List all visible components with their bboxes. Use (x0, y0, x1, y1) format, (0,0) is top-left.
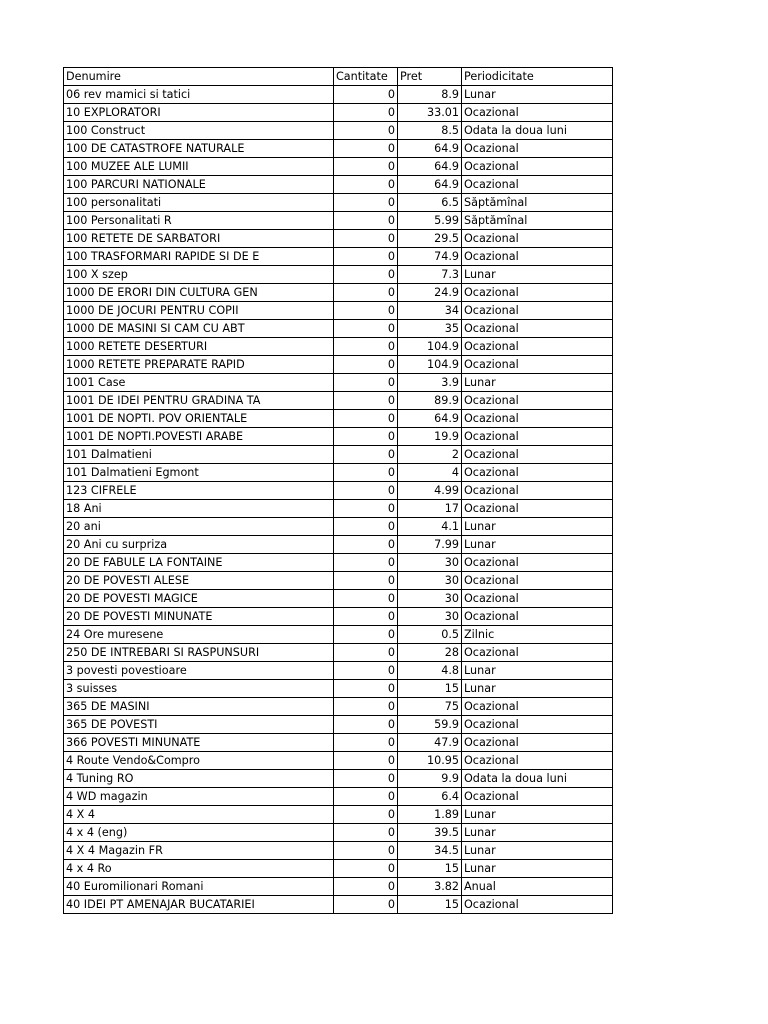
table-row (64, 716, 613, 734)
cell-periodicitate[interactable]: Ocazional (462, 608, 613, 626)
table-row (64, 176, 613, 194)
cell-cantitate[interactable]: 0 (334, 320, 398, 338)
table-row (64, 284, 613, 302)
cell-cantitate[interactable]: 0 (334, 248, 398, 266)
cell-periodicitate[interactable]: Ocazional (462, 428, 613, 446)
cell-denumire[interactable]: 1001 Case (64, 374, 334, 392)
cell-periodicitate[interactable]: Ocazional (462, 788, 613, 806)
cell-pret[interactable]: 64.9 (398, 410, 462, 428)
cell-periodicitate[interactable]: Lunar (462, 266, 613, 284)
cell-cantitate[interactable]: 0 (334, 806, 398, 824)
cell-periodicitate[interactable]: Lunar (462, 536, 613, 554)
cell-periodicitate[interactable]: Lunar (462, 680, 613, 698)
cell-pret[interactable]: 24.9 (398, 284, 462, 302)
header-cantitate[interactable]: Cantitate (334, 68, 398, 86)
cell-denumire[interactable]: 100 MUZEE ALE LUMII (64, 158, 334, 176)
cell-periodicitate[interactable]: Ocazional (462, 356, 613, 374)
cell-cantitate[interactable]: 0 (334, 770, 398, 788)
cell-pret[interactable]: 64.9 (398, 140, 462, 158)
cell-cantitate[interactable]: 0 (334, 824, 398, 842)
cell-periodicitate[interactable]: Ocazional (462, 734, 613, 752)
cell-pret[interactable]: 6.5 (398, 194, 462, 212)
table-row (64, 698, 613, 716)
cell-denumire[interactable]: 4 WD magazin (64, 788, 334, 806)
cell-denumire[interactable]: 100 PARCURI NATIONALE (64, 176, 334, 194)
cell-cantitate[interactable]: 0 (334, 230, 398, 248)
table-row (64, 374, 613, 392)
table-row (64, 320, 613, 338)
table-row (64, 392, 613, 410)
table-row (64, 572, 613, 590)
cell-cantitate[interactable]: 0 (334, 878, 398, 896)
cell-denumire[interactable]: 100 Personalitati R (64, 212, 334, 230)
cell-periodicitate[interactable]: Ocazional (462, 572, 613, 590)
table-row (64, 644, 613, 662)
cell-pret[interactable]: 17 (398, 500, 462, 518)
cell-pret[interactable]: 30 (398, 608, 462, 626)
table-row (64, 536, 613, 554)
cell-periodicitate[interactable]: Ocazional (462, 338, 613, 356)
table-row (64, 662, 613, 680)
cell-cantitate[interactable]: 0 (334, 788, 398, 806)
cell-denumire[interactable]: 365 DE MASINI (64, 698, 334, 716)
cell-pret[interactable]: 34 (398, 302, 462, 320)
cell-pret[interactable]: 28 (398, 644, 462, 662)
cell-pret[interactable]: 2 (398, 446, 462, 464)
table-row (64, 122, 613, 140)
cell-periodicitate[interactable]: Ocazional (462, 644, 613, 662)
cell-cantitate[interactable]: 0 (334, 842, 398, 860)
cell-periodicitate[interactable]: Lunar (462, 806, 613, 824)
table-row (64, 770, 613, 788)
cell-denumire[interactable]: 4 x 4 (eng) (64, 824, 334, 842)
cell-denumire[interactable]: 1001 DE IDEI PENTRU GRADINA TA (64, 392, 334, 410)
cell-pret[interactable]: 9.9 (398, 770, 462, 788)
cell-denumire[interactable]: 24 Ore muresene (64, 626, 334, 644)
cell-denumire[interactable]: 100 TRASFORMARI RAPIDE SI DE E (64, 248, 334, 266)
table-row (64, 626, 613, 644)
table-row (64, 158, 613, 176)
cell-periodicitate[interactable]: Lunar (462, 824, 613, 842)
cell-periodicitate[interactable]: Ocazional (462, 698, 613, 716)
table-row (64, 806, 613, 824)
cell-pret[interactable]: 19.9 (398, 428, 462, 446)
cell-denumire[interactable]: 20 DE POVESTI MINUNATE (64, 608, 334, 626)
cell-periodicitate[interactable]: Ocazional (462, 140, 613, 158)
cell-pret[interactable]: 30 (398, 590, 462, 608)
cell-denumire[interactable]: 101 Dalmatieni Egmont (64, 464, 334, 482)
cell-pret[interactable]: 4 (398, 464, 462, 482)
cell-denumire[interactable]: 100 DE CATASTROFE NATURALE (64, 140, 334, 158)
cell-pret[interactable]: 4.8 (398, 662, 462, 680)
table-row (64, 680, 613, 698)
cell-periodicitate[interactable]: Ocazional (462, 896, 613, 914)
cell-pret[interactable]: 6.4 (398, 788, 462, 806)
cell-denumire[interactable]: 123 CIFRELE (64, 482, 334, 500)
cell-periodicitate[interactable]: Lunar (462, 860, 613, 878)
cell-pret[interactable]: 34.5 (398, 842, 462, 860)
cell-cantitate[interactable]: 0 (334, 86, 398, 104)
cell-pret[interactable]: 59.9 (398, 716, 462, 734)
cell-denumire[interactable]: 1000 DE ERORI DIN CULTURA GEN (64, 284, 334, 302)
cell-cantitate[interactable]: 0 (334, 860, 398, 878)
cell-pret[interactable]: 8.5 (398, 122, 462, 140)
cell-pret[interactable]: 1.89 (398, 806, 462, 824)
cell-pret[interactable]: 15 (398, 680, 462, 698)
cell-cantitate[interactable]: 0 (334, 428, 398, 446)
cell-pret[interactable]: 29.5 (398, 230, 462, 248)
cell-cantitate[interactable]: 0 (334, 410, 398, 428)
table-row (64, 590, 613, 608)
cell-denumire[interactable]: 18 Ani (64, 500, 334, 518)
header-pret[interactable]: Pret (398, 68, 462, 86)
cell-denumire[interactable]: 101 Dalmatieni (64, 446, 334, 464)
cell-pret[interactable]: 7.99 (398, 536, 462, 554)
cell-periodicitate[interactable]: Lunar (462, 374, 613, 392)
cell-cantitate[interactable]: 0 (334, 194, 398, 212)
table-body (64, 68, 613, 914)
cell-periodicitate[interactable]: Ocazional (462, 302, 613, 320)
cell-cantitate[interactable]: 0 (334, 554, 398, 572)
cell-pret[interactable]: 7.3 (398, 266, 462, 284)
table-row (64, 338, 613, 356)
cell-pret[interactable]: 64.9 (398, 176, 462, 194)
cell-periodicitate[interactable]: Zilnic (462, 626, 613, 644)
table-row (64, 302, 613, 320)
cell-denumire[interactable]: 4 X 4 Magazin FR (64, 842, 334, 860)
cell-denumire[interactable]: 4 x 4 Ro (64, 860, 334, 878)
cell-denumire[interactable]: 20 DE FABULE LA FONTAINE (64, 554, 334, 572)
cell-periodicitate[interactable]: Lunar (462, 518, 613, 536)
table-row (64, 248, 613, 266)
cell-periodicitate[interactable]: Ocazional (462, 392, 613, 410)
table-row (64, 734, 613, 752)
cell-pret[interactable]: 8.9 (398, 86, 462, 104)
cell-periodicitate[interactable]: Ocazional (462, 590, 613, 608)
cell-denumire[interactable]: 100 RETETE DE SARBATORI (64, 230, 334, 248)
cell-pret[interactable]: 30 (398, 554, 462, 572)
cell-pret[interactable]: 10.95 (398, 752, 462, 770)
cell-periodicitate[interactable]: Ocazional (462, 554, 613, 572)
cell-cantitate[interactable]: 0 (334, 698, 398, 716)
cell-cantitate[interactable]: 0 (334, 590, 398, 608)
cell-cantitate[interactable]: 0 (334, 266, 398, 284)
cell-denumire[interactable]: 250 DE INTREBARI SI RASPUNSURI (64, 644, 334, 662)
cell-denumire[interactable]: 1000 RETETE PREPARATE RAPID (64, 356, 334, 374)
table-row (64, 788, 613, 806)
cell-cantitate[interactable]: 0 (334, 464, 398, 482)
cell-denumire[interactable]: 4 Route Vendo&Compro (64, 752, 334, 770)
cell-pret[interactable]: 0.5 (398, 626, 462, 644)
table-row (64, 194, 613, 212)
table-row (64, 104, 613, 122)
table-row (64, 266, 613, 284)
cell-periodicitate[interactable]: Ocazional (462, 482, 613, 500)
cell-denumire[interactable]: 4 Tuning RO (64, 770, 334, 788)
cell-cantitate[interactable]: 0 (334, 716, 398, 734)
table-row (64, 86, 613, 104)
cell-periodicitate[interactable]: Ocazional (462, 248, 613, 266)
table-row (64, 842, 613, 860)
cell-periodicitate[interactable]: Ocazional (462, 752, 613, 770)
cell-periodicitate[interactable]: Ocazional (462, 176, 613, 194)
cell-cantitate[interactable]: 0 (334, 104, 398, 122)
cell-cantitate[interactable]: 0 (334, 140, 398, 158)
cell-pret[interactable]: 3.9 (398, 374, 462, 392)
cell-pret[interactable]: 3.82 (398, 878, 462, 896)
cell-denumire[interactable]: 4 X 4 (64, 806, 334, 824)
table-row (64, 554, 613, 572)
cell-pret[interactable]: 104.9 (398, 356, 462, 374)
cell-denumire[interactable]: 100 Construct (64, 122, 334, 140)
cell-denumire[interactable]: 20 DE POVESTI MAGICE (64, 590, 334, 608)
cell-periodicitate[interactable]: Ocazional (462, 716, 613, 734)
table-row (64, 860, 613, 878)
cell-periodicitate[interactable]: Lunar (462, 86, 613, 104)
cell-periodicitate[interactable]: Lunar (462, 842, 613, 860)
cell-cantitate[interactable]: 0 (334, 896, 398, 914)
table-row (64, 410, 613, 428)
table-row (64, 230, 613, 248)
header-row (64, 68, 613, 86)
cell-denumire[interactable]: 40 IDEI PT AMENAJAR BUCATARIEI (64, 896, 334, 914)
cell-pret[interactable]: 5.99 (398, 212, 462, 230)
table-row (64, 464, 613, 482)
cell-pret[interactable]: 64.9 (398, 158, 462, 176)
cell-cantitate[interactable]: 0 (334, 608, 398, 626)
cell-denumire[interactable]: 1000 DE MASINI SI CAM CU ABT (64, 320, 334, 338)
table-row (64, 878, 613, 896)
cell-pret[interactable]: 104.9 (398, 338, 462, 356)
cell-cantitate[interactable]: 0 (334, 572, 398, 590)
cell-cantitate[interactable]: 0 (334, 302, 398, 320)
table-row (64, 140, 613, 158)
cell-cantitate[interactable]: 0 (334, 212, 398, 230)
cell-periodicitate[interactable]: Săptămînal (462, 212, 613, 230)
cell-pret[interactable]: 74.9 (398, 248, 462, 266)
cell-pret[interactable]: 47.9 (398, 734, 462, 752)
table-row (64, 446, 613, 464)
cell-cantitate[interactable]: 0 (334, 446, 398, 464)
cell-periodicitate[interactable]: Ocazional (462, 410, 613, 428)
cell-denumire[interactable]: 10 EXPLORATORI (64, 104, 334, 122)
cell-cantitate[interactable]: 0 (334, 536, 398, 554)
cell-periodicitate[interactable]: Ocazional (462, 500, 613, 518)
table-row (64, 896, 613, 914)
cell-cantitate[interactable]: 0 (334, 482, 398, 500)
table-row (64, 518, 613, 536)
cell-cantitate[interactable]: 0 (334, 500, 398, 518)
cell-periodicitate[interactable]: Ocazional (462, 464, 613, 482)
cell-pret[interactable]: 89.9 (398, 392, 462, 410)
cell-periodicitate[interactable]: Ocazional (462, 158, 613, 176)
cell-cantitate[interactable]: 0 (334, 176, 398, 194)
cell-denumire[interactable]: 3 suisses (64, 680, 334, 698)
table-row (64, 824, 613, 842)
cell-denumire[interactable]: 1000 DE JOCURI PENTRU COPII (64, 302, 334, 320)
table-row (64, 428, 613, 446)
cell-cantitate[interactable]: 0 (334, 284, 398, 302)
table-row (64, 608, 613, 626)
spreadsheet-table (63, 67, 613, 914)
cell-denumire[interactable]: 366 POVESTI MINUNATE (64, 734, 334, 752)
cell-denumire[interactable]: 100 personalitati (64, 194, 334, 212)
cell-cantitate[interactable]: 0 (334, 626, 398, 644)
cell-denumire[interactable]: 365 DE POVESTI (64, 716, 334, 734)
cell-denumire[interactable]: 1000 RETETE DESERTURI (64, 338, 334, 356)
cell-pret[interactable]: 35 (398, 320, 462, 338)
cell-pret[interactable]: 15 (398, 896, 462, 914)
cell-denumire[interactable]: 20 ani (64, 518, 334, 536)
cell-cantitate[interactable]: 0 (334, 644, 398, 662)
cell-periodicitate[interactable]: Ocazional (462, 320, 613, 338)
table-row (64, 500, 613, 518)
cell-periodicitate[interactable]: Ocazional (462, 446, 613, 464)
cell-cantitate[interactable]: 0 (334, 734, 398, 752)
header-denumire[interactable]: Denumire (64, 68, 334, 86)
cell-denumire[interactable]: 1001 DE NOPTI.POVESTI ARABE (64, 428, 334, 446)
cell-denumire[interactable]: 06 rev mamici si tatici (64, 86, 334, 104)
cell-pret[interactable]: 39.5 (398, 824, 462, 842)
cell-periodicitate[interactable]: Ocazional (462, 104, 613, 122)
cell-periodicitate[interactable]: Ocazional (462, 230, 613, 248)
cell-cantitate[interactable]: 0 (334, 662, 398, 680)
cell-pret[interactable]: 4.99 (398, 482, 462, 500)
cell-pret[interactable]: 30 (398, 572, 462, 590)
table-row (64, 752, 613, 770)
cell-periodicitate[interactable]: Anual (462, 878, 613, 896)
cell-pret[interactable]: 33.01 (398, 104, 462, 122)
cell-pret[interactable]: 4.1 (398, 518, 462, 536)
cell-cantitate[interactable]: 0 (334, 518, 398, 536)
table-row (64, 212, 613, 230)
cell-periodicitate[interactable]: Odata la doua luni (462, 770, 613, 788)
cell-cantitate[interactable]: 0 (334, 374, 398, 392)
cell-cantitate[interactable]: 0 (334, 752, 398, 770)
cell-denumire[interactable]: 100 X szep (64, 266, 334, 284)
cell-denumire[interactable]: 3 povesti povestioare (64, 662, 334, 680)
header-periodicitate[interactable]: Periodicitate (462, 68, 613, 86)
cell-pret[interactable]: 75 (398, 698, 462, 716)
cell-cantitate[interactable]: 0 (334, 392, 398, 410)
cell-pret[interactable]: 15 (398, 860, 462, 878)
table-row (64, 356, 613, 374)
cell-periodicitate[interactable]: Săptămînal (462, 194, 613, 212)
cell-cantitate[interactable]: 0 (334, 680, 398, 698)
cell-periodicitate[interactable]: Ocazional (462, 284, 613, 302)
cell-denumire[interactable]: 1001 DE NOPTI. POV ORIENTALE (64, 410, 334, 428)
cell-cantitate[interactable]: 0 (334, 122, 398, 140)
cell-denumire[interactable]: 40 Euromilionari Romani (64, 878, 334, 896)
cell-cantitate[interactable]: 0 (334, 158, 398, 176)
cell-cantitate[interactable]: 0 (334, 356, 398, 374)
cell-periodicitate[interactable]: Lunar (462, 662, 613, 680)
cell-periodicitate[interactable]: Odata la doua luni (462, 122, 613, 140)
table-row (64, 482, 613, 500)
cell-denumire[interactable]: 20 DE POVESTI ALESE (64, 572, 334, 590)
cell-denumire[interactable]: 20 Ani cu surpriza (64, 536, 334, 554)
cell-cantitate[interactable]: 0 (334, 338, 398, 356)
